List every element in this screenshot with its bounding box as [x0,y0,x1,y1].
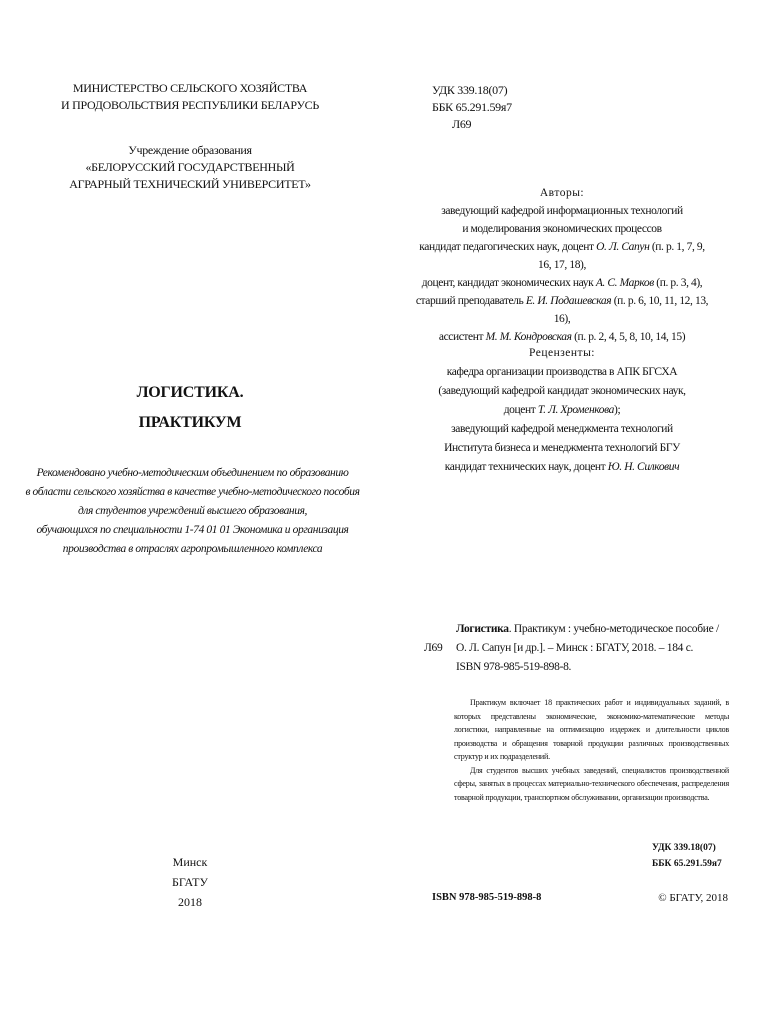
title-line: ПРАКТИКУМ [138,414,242,431]
author-line: ассистент М. М. Кондровская (п. р. 2, 4, 5, 8, 10, 14, 15) [438,331,686,343]
reviewer-line: Института бизнеса и менеджмента технологий БГУ [444,442,680,454]
annotation-paragraph: Практикум включает 18 практических работ и индивидуальных заданий, в которых представлены экономические, экономико-математические методы логистики, направленные на оптимизацию издержек и длительности циклов производства и обращения товарной продукции различных производственных структур и их подразделений. [454,698,729,761]
recommendation-line: для студентов учреждений высшего образования, [77,505,308,517]
city: Минск [172,855,208,869]
reviewer-line: заведующий кафедрой менеджмента технологий [451,423,673,435]
institution-line: «БЕЛОРУССКИЙ ГОСУДАРСТВЕННЫЙ [85,160,295,174]
bbk-code-bottom: ББК 65.291.59я7 [652,859,722,869]
ministry-line: И ПРОДОВОЛЬСТВИЯ РЕСПУБЛИКИ БЕЛАРУСЬ [61,98,319,112]
authors-block [412,184,712,346]
recommendation-line: обучающихся по специальности 1-74 01 01 Экономика и организация [36,524,349,536]
bib-isbn: ISBN 978-985-519-898-8. [456,661,572,673]
title-line: ЛОГИСТИКА. [136,384,244,401]
institution-line: Учреждение образования [128,143,252,157]
author-name: А. С. Марков [595,277,654,289]
footer-line [432,892,728,904]
recommendation-line: Рекомендовано учебно-методическим объединением по образованию [36,467,349,479]
recommendation-line: в области сельского хозяйства в качестве учебно-методического пособия [25,486,360,498]
reviewer-line: кафедра организации производства в АПК БГСХА [446,366,678,378]
bottom-codes [652,840,722,872]
imprint [140,852,240,912]
author-line: доцент, кандидат экономических наук А. С. Марков (п. р. 3, 4), [421,277,703,289]
author-line: старший преподаватель Е. И. Подашевская (п. р. 6, 10, 11, 12, 13, 16), [415,295,709,325]
classification-codes [432,82,512,133]
institution-header [40,142,340,193]
author-line: кандидат педагогических наук, доцент О. Л. Сапун (п. р. 1, 7, 9, 16, 17, 18), [419,241,705,271]
reviewer-name: Т. Л. Хроменкова [537,404,615,416]
annotation-paragraph: Для студентов высших учебных заведений, специалистов производственной сферы, занятых в процессах материально-технического обеспечения, распределения товарной продукции, транспортном обслуживании, организации производства. [454,765,729,802]
bib-line: Логистика. Практикум : учебно-методическое пособие / [456,623,719,635]
author-mark: Л69 [452,117,472,131]
author-name: М. М. Кондровская [485,331,572,343]
reviewer-line: кандидат технических наук, доцент Ю. Н. Силкович [444,461,680,473]
reviewers-block [412,344,712,477]
reviewer-name: Ю. Н. Силкович [607,461,680,473]
author-name: Е. И. Подашевская [525,295,612,307]
book-title [40,378,340,438]
bbk-code: ББК 65.291.59я7 [432,100,512,114]
publisher: БГАТУ [172,875,208,889]
bib-line: О. Л. Сапун [и др.]. – Минск : БГАТУ, 2018. – 184 с. [456,642,694,654]
author-line: заведующий кафедрой информационных технологий [441,205,683,217]
bibliographic-record [424,620,729,677]
annotation [454,696,729,804]
reviewer-line: доцент Т. Л. Хроменкова); [503,404,621,416]
bib-title: Логистика [456,623,509,635]
reviewers-heading: Рецензенты: [528,347,595,359]
institution-line: АГРАРНЫЙ ТЕХНИЧЕСКИЙ УНИВЕРСИТЕТ» [69,177,311,191]
recommendation-line: производства в отраслях агропромышленного комплекса [62,543,323,555]
recommendation-text [20,464,365,559]
author-line: и моделирования экономических процессов [462,223,662,235]
bib-code: Л69 [424,642,443,654]
author-name: О. Л. Сапун [596,241,650,253]
ministry-header [40,80,340,114]
udk-code: УДК 339.18(07) [432,83,508,97]
reviewer-line: (заведующий кафедрой кандидат экономических наук, [438,385,686,397]
udk-code-bottom: УДК 339.18(07) [652,843,716,853]
authors-heading: Авторы: [539,187,585,199]
copyright: © БГАТУ, 2018 [658,892,728,904]
ministry-line: МИНИСТЕРСТВО СЕЛЬСКОГО ХОЗЯЙСТВА [72,81,308,95]
isbn-bottom: ISBN 978-985-519-898-8 [432,892,542,903]
year: 2018 [178,895,202,909]
